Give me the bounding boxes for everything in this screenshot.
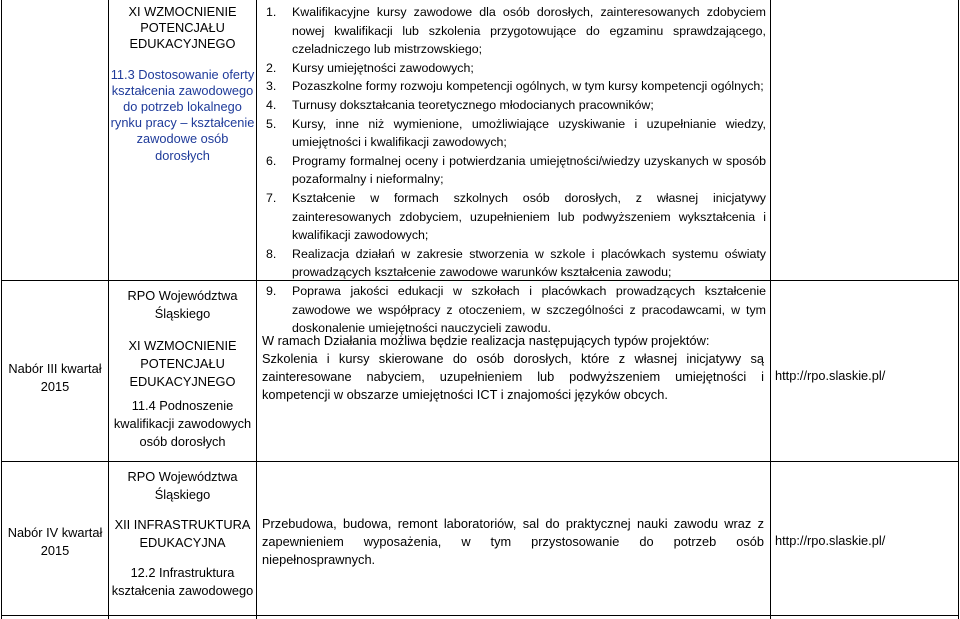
- project-types-list: [266, 3, 766, 338]
- program-cell: [110, 287, 255, 451]
- measure-line: 11.4 Podnoszenie: [131, 398, 234, 413]
- program-line: XI WZMOCNIENIE: [128, 4, 237, 19]
- measure-line: rynku pracy – kształcenie: [110, 115, 255, 131]
- measure-line: 12.2 Infrastruktura: [130, 565, 235, 580]
- grid-line: [256, 0, 257, 619]
- description-intro: W ramach Działania możliwa będzie realizacja następujących typów projektów:: [262, 333, 710, 348]
- program-link[interactable]: http://rpo.slaskie.pl/: [775, 533, 886, 548]
- grid-line: [958, 0, 959, 619]
- program-line: POTENCJAŁU: [140, 356, 225, 371]
- measure-line: kształcenia zawodowego: [111, 583, 254, 598]
- description-body: Szkolenia i kursy skierowane do osób dorosłych, które z własnej inicjatywy są zainteresowane nabyciem, uzupełnieniem lub podwyższeniem umiejętności i kompetencji w obszarze umiejętności ICT i znajomości języków obcych.: [262, 351, 764, 402]
- list-item: 7. Kształcenie w formach szkolnych osób dorosłych, z własnej inicjatywy zainteresowanych zdobyciem, uzupełnieniem lub podwyższeniem wykształcenia i kwalifikacji zawodowych;: [266, 190, 766, 243]
- program-line: EDUKACYJNEGO: [129, 374, 236, 389]
- link-cell: [775, 533, 955, 548]
- rpo-line: Śląskiego: [154, 306, 211, 321]
- description-cell: [262, 515, 764, 569]
- term-line: 2015: [40, 379, 70, 394]
- grid-line: [1, 461, 959, 462]
- grid-line: [108, 0, 109, 619]
- grid-line: [1, 615, 959, 616]
- list-item: 1. Kwalifikacyjne kursy zawodowe dla osób dorosłych, zainteresowanych zdobyciem nowej kwalifikacji lub szkolenia przygotowujące do egzaminu sprawdzającego, czeladniczego lub mistrzowskiego;: [266, 5, 766, 57]
- rpo-line: RPO Województwa: [127, 469, 238, 484]
- list-item: 5. Kursy, inne niż wymienione, umożliwiające uzyskiwanie i uzupełnianie wiedzy, umiejętności i kwalifikacji zawodowych;: [266, 116, 766, 150]
- measure-line: kształcenia zawodowego: [111, 82, 254, 98]
- measure-line: 11.3 Dostosowanie oferty: [110, 66, 255, 82]
- rpo-line: Śląskiego: [154, 487, 211, 502]
- term-line: Nabór IV kwartał: [7, 525, 103, 540]
- measure-line: dorosłych: [155, 147, 210, 163]
- list-item: 3. Pozaszkolne formy rozwoju kompetencji ogólnych, w tym kursy kompetencji ogólnych;: [266, 79, 764, 94]
- measure-line: zawodowe osób: [136, 131, 229, 147]
- program-line: XI WZMOCNIENIE: [128, 338, 237, 353]
- link-cell: [775, 368, 955, 383]
- list-item: 6. Programy formalnej oceny i potwierdzania umiejętności/wiedzy uzyskanych w sposób pozaformalny i nieformalny;: [266, 153, 766, 187]
- term-cell: [2, 360, 108, 396]
- term-line: Nabór III kwartał: [8, 361, 102, 376]
- measure-line: osób dorosłych: [139, 434, 226, 449]
- program-line: XII INFRASTRUKTURA: [114, 517, 251, 532]
- list-item: 8. Realizacja działań w zakresie stworzenia w szkole i placówkach systemu oświaty prowadzących kształcenie zawodowe warunków kształcenia zawodu;: [266, 246, 766, 280]
- measure-line: do potrzeb lokalnego: [123, 99, 242, 115]
- rpo-line: RPO Województwa: [127, 288, 238, 303]
- program-line: EDUKACYJNA: [139, 535, 226, 550]
- term-cell: [2, 524, 108, 560]
- term-line: 2015: [40, 543, 70, 558]
- description-body: Przebudowa, budowa, remont laboratoriów, sal do praktycznej nauki zawodu wraz z zapewnieniem wyposażenia, w tym przystosowanie do potrzeb osób niepełnosprawnych.: [262, 516, 764, 567]
- list-item: 2. Kursy umiejętności zawodowych;: [266, 60, 474, 75]
- measure-line: kwalifikacji zawodowych: [113, 416, 252, 431]
- program-cell: [110, 4, 255, 164]
- project-types-cell: [266, 3, 766, 338]
- description-cell: [262, 332, 764, 404]
- grid-line: [770, 0, 771, 619]
- program-line: POTENCJAŁU: [140, 20, 225, 36]
- program-link[interactable]: http://rpo.slaskie.pl/: [775, 368, 886, 383]
- list-item: 4. Turnusy dokształcania teoretycznego młodocianych pracowników;: [266, 97, 654, 112]
- program-line: EDUKACYJNEGO: [129, 36, 236, 52]
- program-cell: [110, 468, 255, 600]
- list-item: 9. Poprawa jakości edukacji w szkołach i placówkach prowadzących kształcenie zawodowe we współpracy z otoczeniem, w szczególności z pracodawcami, w tym doskonalenie umiejętności nauczycieli zawodu.: [266, 283, 766, 336]
